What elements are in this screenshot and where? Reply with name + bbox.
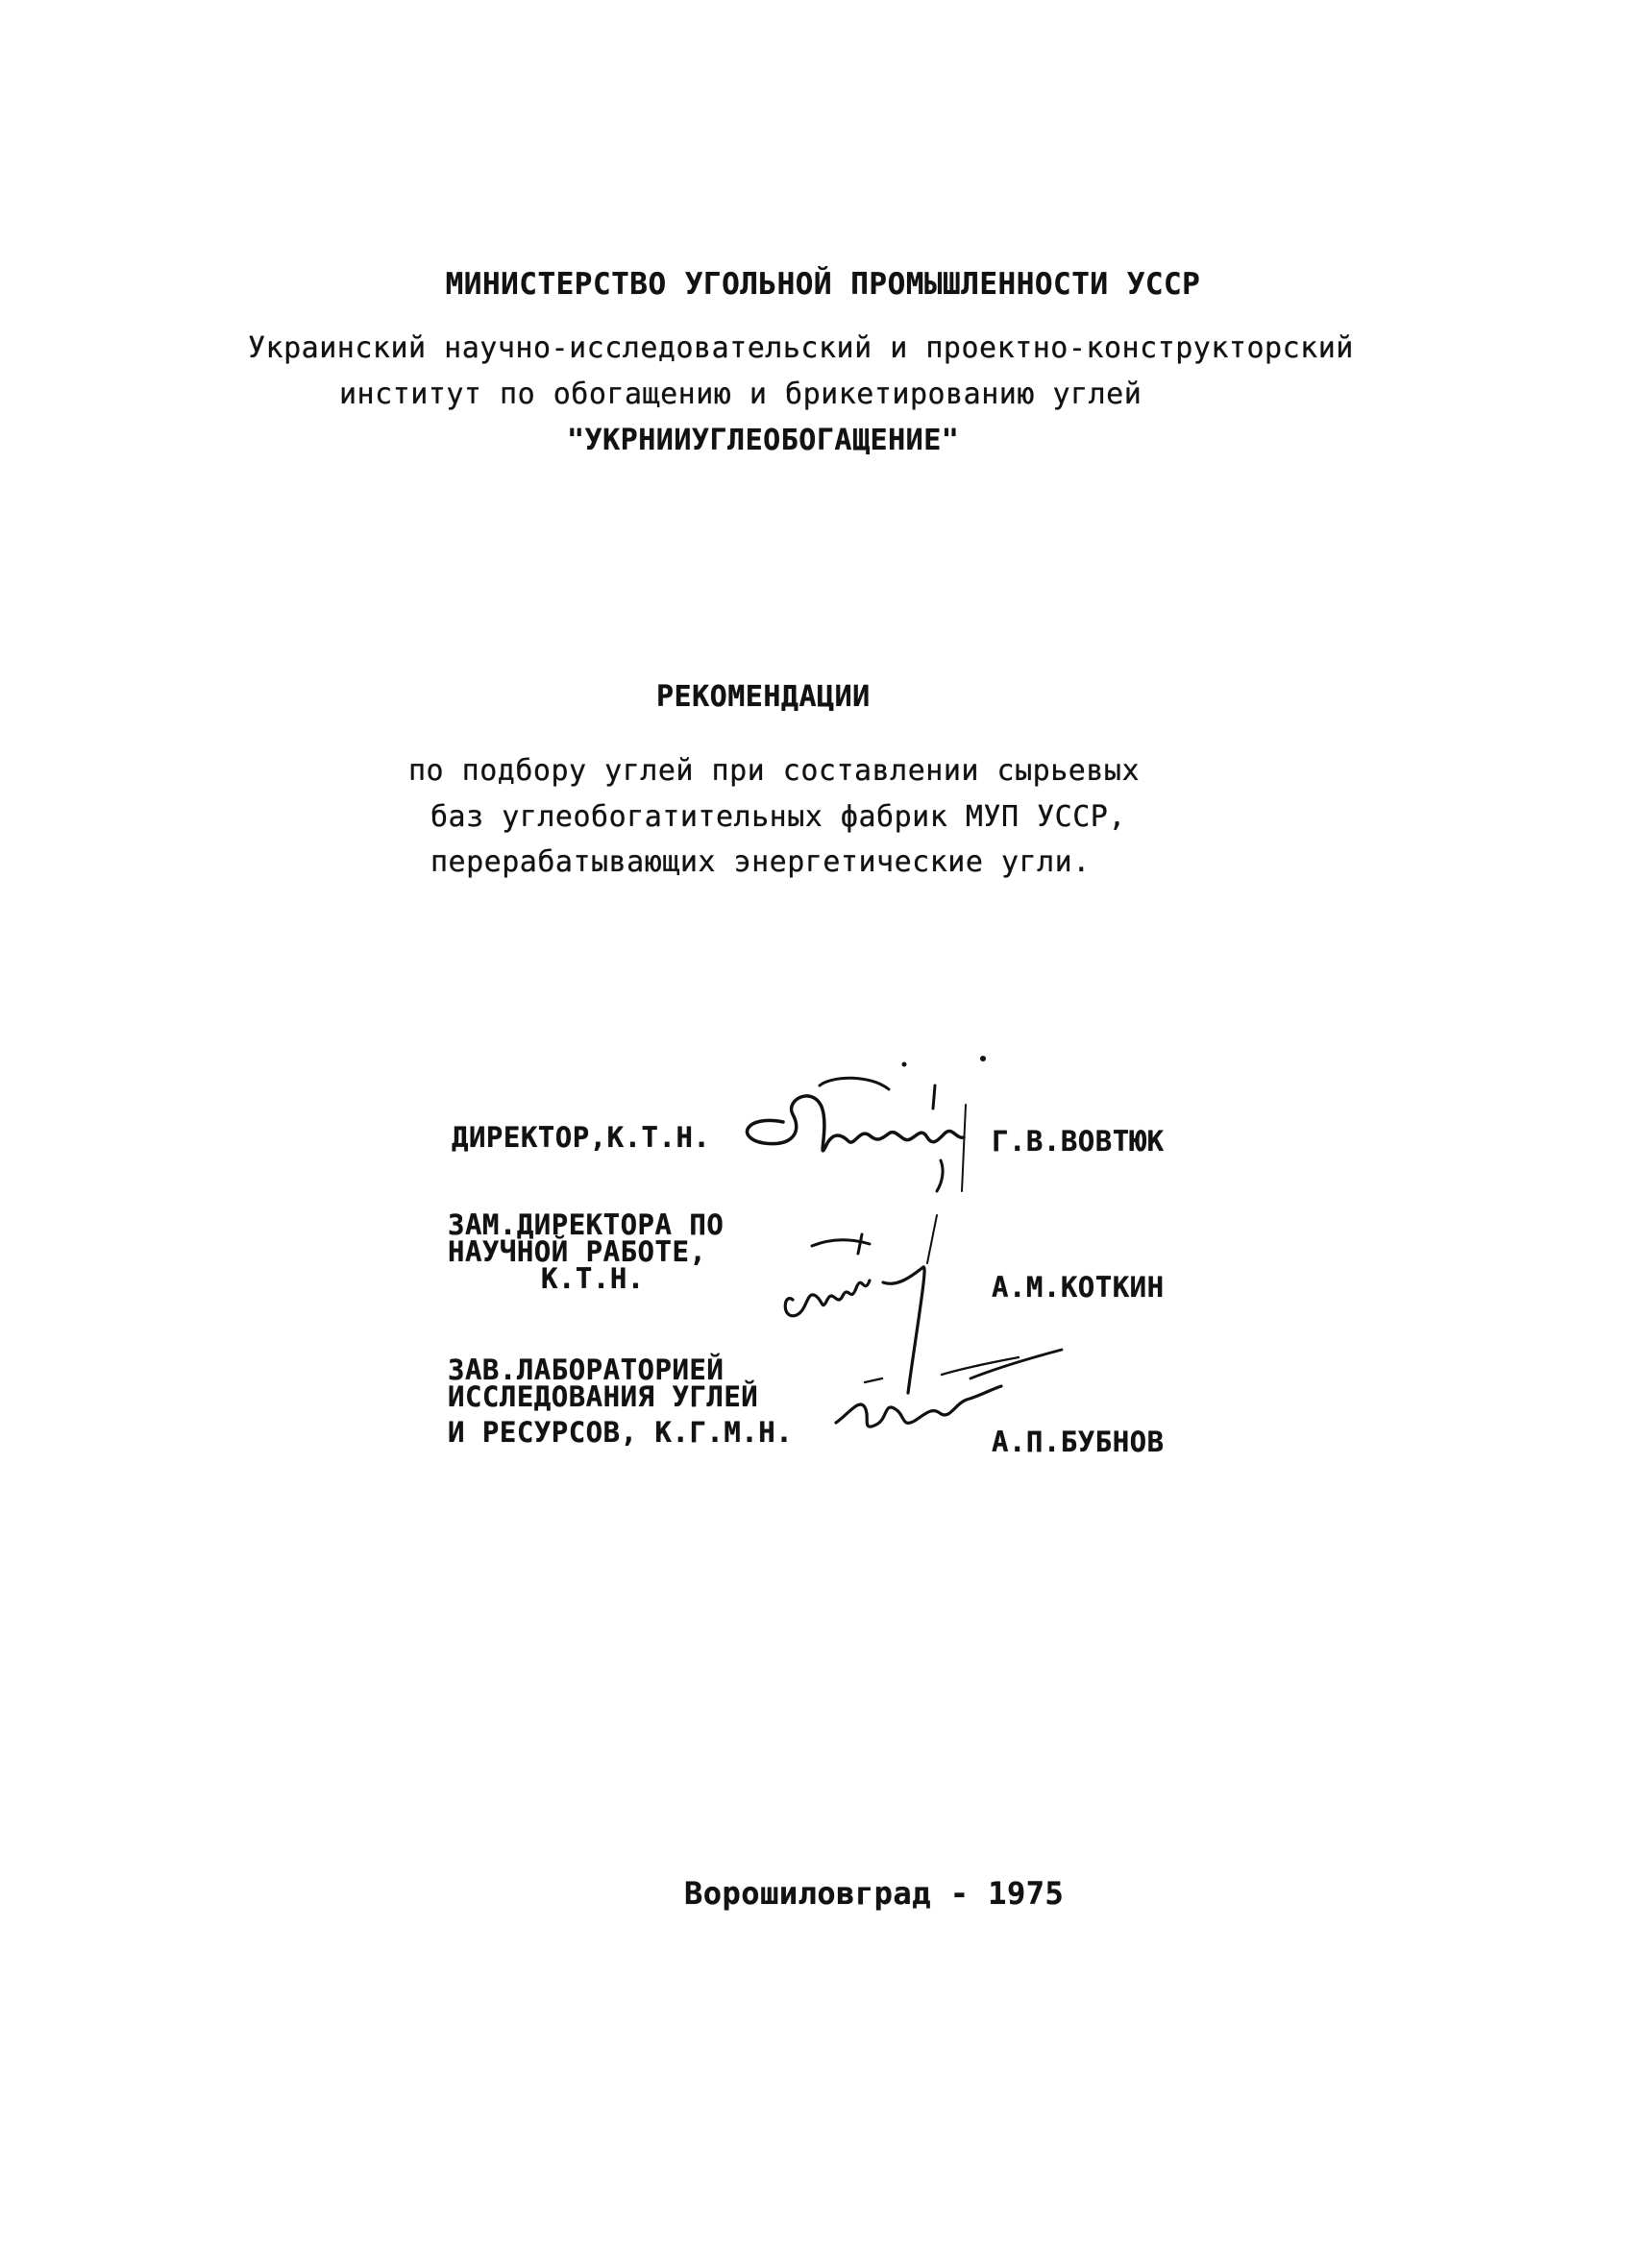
deputy-title-line2: НАУЧНОЙ РАБОТЕ,: [448, 1235, 707, 1268]
lab-head-title-line1: ЗАВ.ЛАБОРАТОРИЕЙ: [448, 1353, 725, 1386]
director-title: ДИРЕКТОР,К.Т.Н.: [452, 1121, 711, 1154]
ministry-heading: МИНИСТЕРСТВО УГОЛЬНОЙ ПРОМЫШЛЕННОСТИ УССР: [445, 267, 1201, 302]
lab-head-title-line2: ИССЛЕДОВАНИЯ УГЛЕЙ: [448, 1380, 759, 1413]
document-subtitle-line1: по подбору углей при составлении сырьевых: [408, 754, 1141, 788]
document-subtitle-line3: перерабатывающих энергетические угли.: [430, 845, 1091, 879]
deputy-name: А.М.КОТКИН: [992, 1271, 1165, 1304]
lab-head-name: А.П.БУБНОВ: [992, 1426, 1165, 1458]
deputy-title-line3: К.Т.Н.: [541, 1262, 645, 1295]
document-title: РЕКОМЕНДАЦИИ: [656, 680, 871, 714]
place-and-year: Ворошиловград - 1975: [684, 1875, 1065, 1912]
institute-name-line1: Украинский научно-исследовательский и проектно-конструкторский: [248, 331, 1354, 365]
document-subtitle-line2: баз углеобогатительных фабрик МУП УССР,: [430, 800, 1126, 834]
institute-abbreviation: "УКРНИИУГЛЕОБОГАЩЕНИЕ": [567, 424, 960, 457]
lab-head-title-line3: И РЕСУРСОВ, К.Г.М.Н.: [448, 1416, 794, 1449]
director-signature: [725, 1047, 1004, 1210]
director-name: Г.В.ВОВТЮК: [992, 1125, 1165, 1158]
deputy-title-line1: ЗАМ.ДИРЕКТОРА ПО: [448, 1208, 725, 1241]
institute-name-line2: институт по обогащению и брикетированию углей: [339, 378, 1142, 411]
